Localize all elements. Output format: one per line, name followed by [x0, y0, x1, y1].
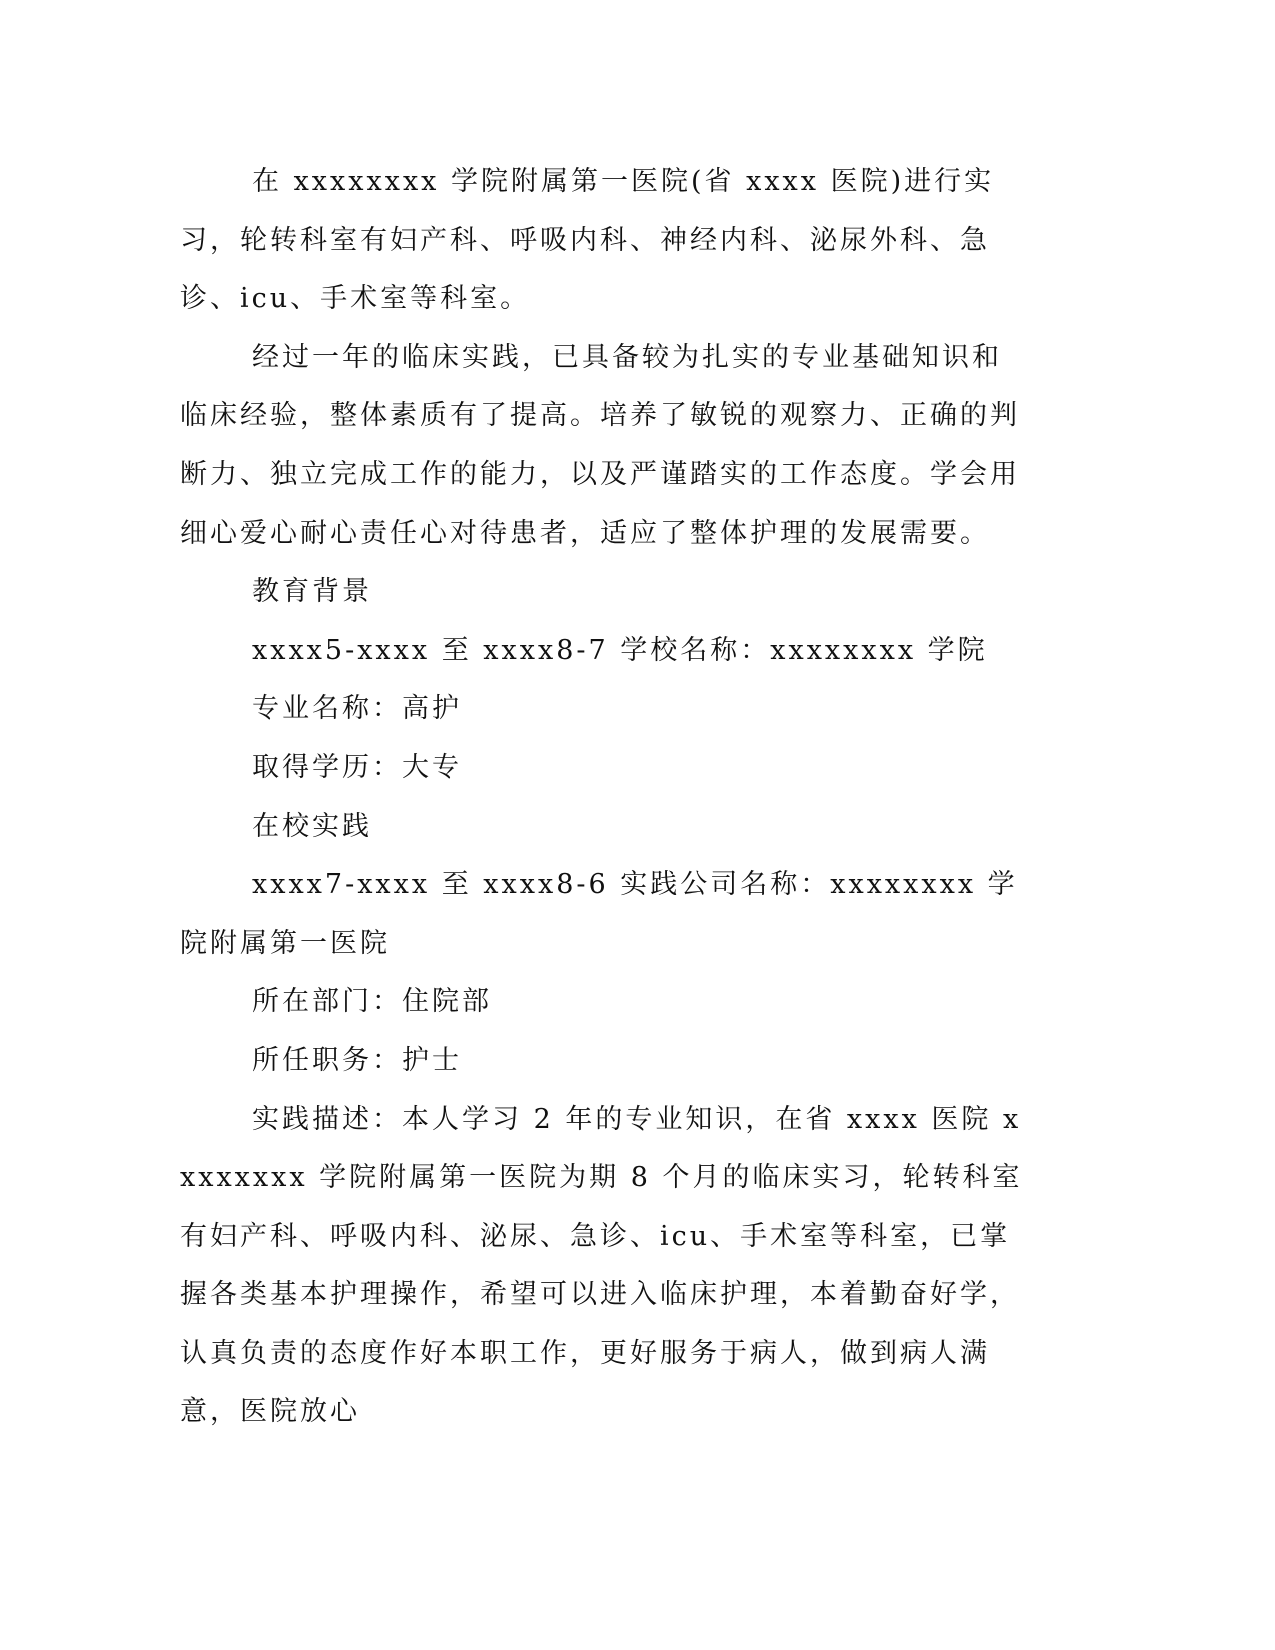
practice-position: 所任职务：护士	[252, 1044, 462, 1076]
practice-description: 实践描述：本人学习 2 年的专业知识，在省 xxxx 医院 xxxxxxxx 学院附属第一医院为期 8 个月的临床实习，轮转科室有妇产科、呼吸内科、泌尿、急诊、icu、手术室等科室，已掌握各类基本护理操作，希望可以进入临床护理，本着勤奋好学，认真负责的态度作好本职工作，更好服务于病人，做到病人满意，医院放心	[180, 1103, 1023, 1428]
education-degree: 取得学历：大专	[252, 751, 462, 783]
paragraph-practice-summary: 经过一年的临床实践，已具备较为扎实的专业基础知识和临床经验，整体素质有了提高。培养了敏锐的观察力、正确的判断力、独立完成工作的能力，以及严谨踏实的工作态度。学会用细心爱心耐心责任心对待患者，适应了整体护理的发展需要。	[180, 341, 1020, 549]
practice-period-company: xxxx7-xxxx 至 xxxx8-6 实践公司名称：xxxxxxxx 学院附属第一医院	[180, 869, 1018, 959]
heading-school-practice: 在校实践	[252, 810, 372, 842]
education-major: 专业名称：高护	[252, 693, 462, 725]
heading-education-background: 教育背景	[252, 576, 372, 608]
practice-department: 所在部门：住院部	[252, 986, 492, 1018]
education-period-school: xxxx5-xxxx 至 xxxx8-7 学校名称：xxxxxxxx 学院	[252, 634, 988, 666]
document-body	[180, 153, 1030, 1442]
paragraph-internship-intro: 在 xxxxxxxx 学院附属第一医院(省 xxxx 医院)进行实习，轮转科室有妇产科、呼吸内科、神经内科、泌尿外科、急诊、icu、手术室等科室。	[180, 166, 995, 315]
